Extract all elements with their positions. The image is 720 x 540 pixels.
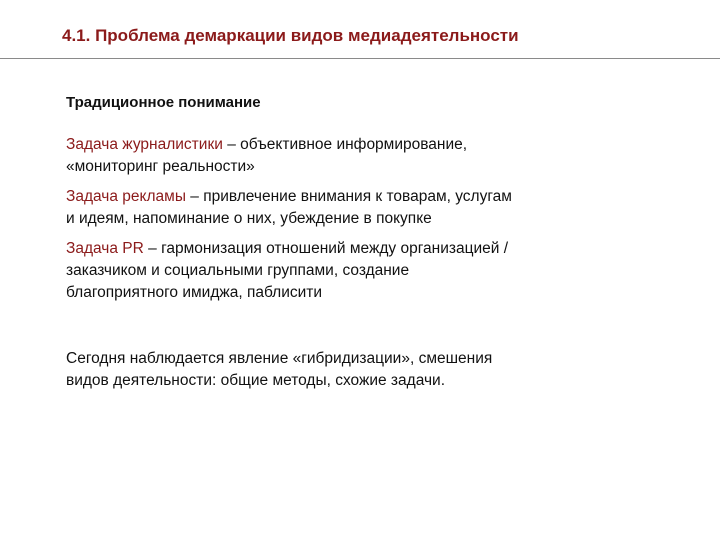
item-journalism [66, 134, 606, 178]
conclusion-text: видов деятельности: общие методы, схожие задачи. [66, 372, 446, 389]
item-text: заказчиком и социальными группами, создание [66, 262, 410, 279]
slide-content [66, 92, 606, 392]
conclusion-text: Сегодня наблюдается явление «гибридизации», смешения [66, 350, 493, 367]
item-text: – привлечение внимания к товарам, услугам [185, 188, 512, 205]
item-text: благоприятного имиджа, паблисити [66, 284, 323, 301]
item-text: «мониторинг реальности» [66, 158, 255, 175]
conclusion [66, 348, 606, 392]
title-divider [0, 58, 720, 59]
item-term: Задача PR [66, 240, 144, 257]
item-advertising [66, 186, 606, 230]
item-pr [66, 238, 606, 304]
item-term: Задача рекламы [66, 188, 186, 205]
item-text: и идеям, напоминание о них, убеждение в покупке [66, 210, 432, 227]
item-text: – гармонизация отношений между организацией / [143, 240, 509, 257]
item-term: Задача журналистики [66, 136, 223, 153]
slide-title: 4.1. Проблема демаркации видов медиадеятельности [62, 26, 519, 45]
item-text: – объективное информирование, [222, 136, 468, 153]
subheading: Традиционное понимание [66, 94, 261, 111]
